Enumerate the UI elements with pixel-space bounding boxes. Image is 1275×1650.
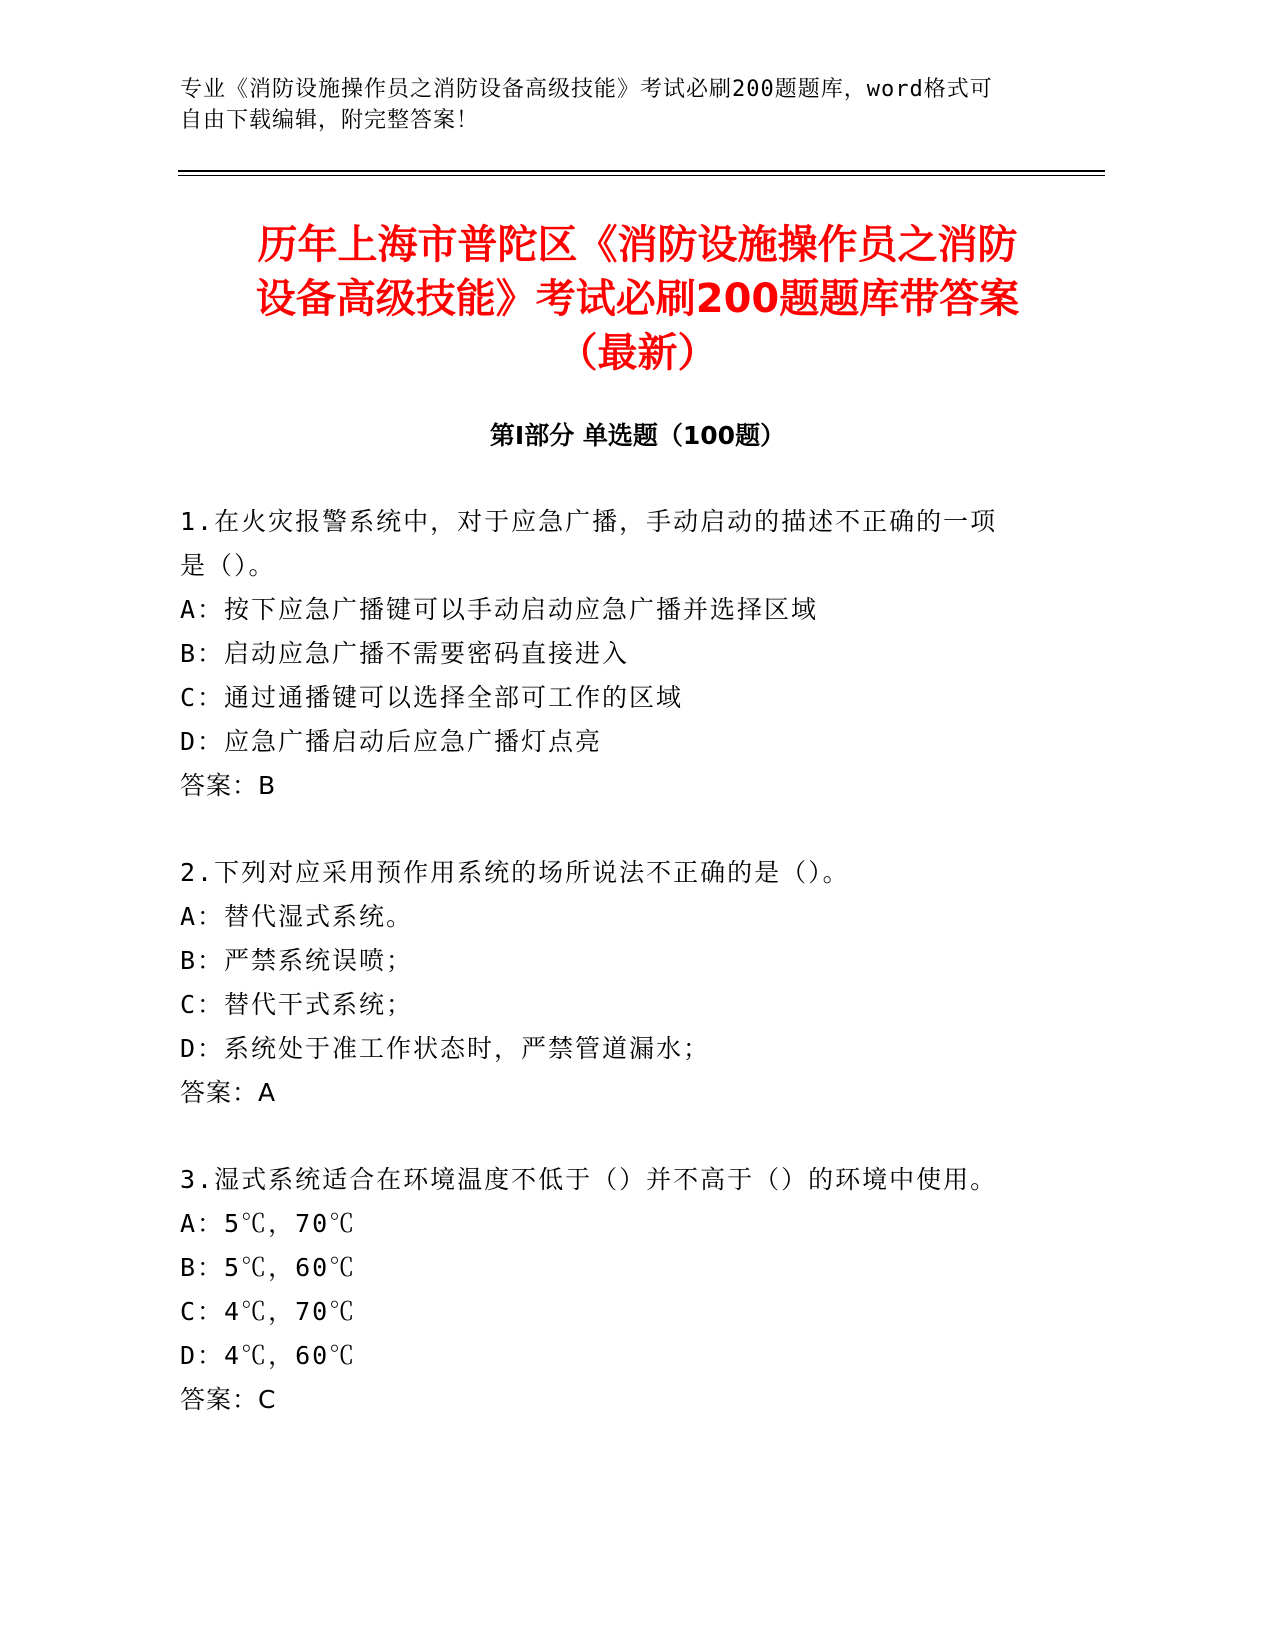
- header-note: [180, 74, 1060, 136]
- option-d: D：应急广播启动后应急广播灯点亮: [180, 727, 603, 756]
- question-3: [180, 1158, 1080, 1422]
- question-stem: 1.在火灾报警系统中，对于应急广播，手动启动的描述不正确的一项: [180, 507, 998, 536]
- answer: 答案：C: [180, 1385, 277, 1414]
- answer: 答案：A: [180, 1078, 277, 1107]
- option-d: D：4℃，60℃: [180, 1341, 357, 1370]
- document-title-line-1: 历年上海市普陀区《消防设施操作员之消防: [257, 222, 1018, 268]
- option-a: A：替代湿式系统。: [180, 902, 414, 931]
- section-title: 第Ⅰ部分 单选题（100题）: [489, 421, 786, 450]
- question-1: [180, 500, 1080, 808]
- option-b: B：严禁系统误喷；: [180, 946, 414, 975]
- document-title-line-3: （最新）: [557, 330, 718, 376]
- question-stem: 3.湿式系统适合在环境温度不低于（）并不高于（）的环境中使用。: [180, 1165, 998, 1194]
- question-stem: 2.下列对应采用预作用系统的场所说法不正确的是（）。: [180, 858, 850, 887]
- question-list: [180, 500, 1080, 1465]
- header-note-line-2: 自由下载编辑，附完整答案！: [180, 108, 480, 133]
- option-b: B：启动应急广播不需要密码直接进入: [180, 639, 630, 668]
- option-d: D：系统处于准工作状态时，严禁管道漏水；: [180, 1034, 711, 1063]
- header-divider-thick: [178, 170, 1105, 172]
- option-c: C：通过通播键可以选择全部可工作的区域: [180, 683, 684, 712]
- question-2: [180, 851, 1080, 1115]
- header-divider-thin: [178, 175, 1105, 176]
- document-title: [150, 218, 1125, 380]
- option-a: A：按下应急广播键可以手动启动应急广播并选择区域: [180, 595, 819, 624]
- option-a: A：5℃，70℃: [180, 1209, 357, 1238]
- header-note-line-1: 专业《消防设施操作员之消防设备高级技能》考试必刷200题题库，word格式可: [180, 77, 993, 102]
- answer: 答案：B: [180, 771, 277, 800]
- option-c: C：4℃，70℃: [180, 1297, 357, 1326]
- option-c: C：替代干式系统；: [180, 990, 414, 1019]
- question-stem-continued: 是（）。: [180, 551, 276, 580]
- document-title-line-2: 设备高级技能》考试必刷200题题库带答案: [255, 276, 1020, 322]
- option-b: B：5℃，60℃: [180, 1253, 357, 1282]
